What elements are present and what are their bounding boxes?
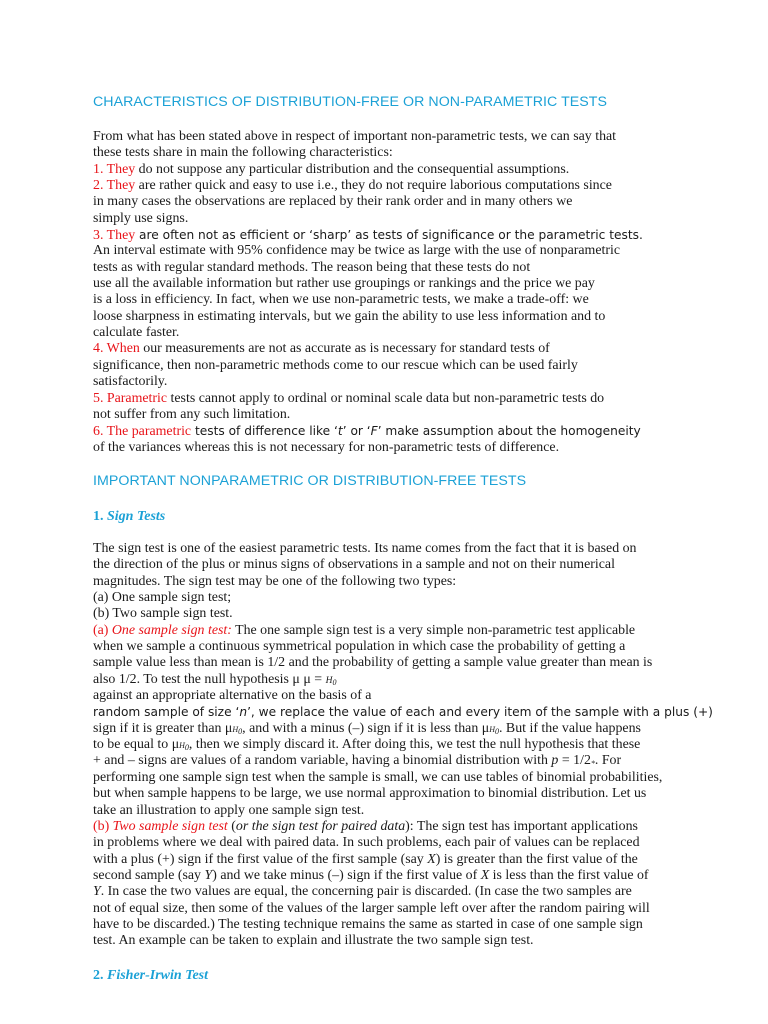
one-sample-heading-line	[93, 623, 733, 639]
section-number: 1.	[93, 509, 104, 524]
text-fragment: second sample (say	[93, 867, 205, 883]
section-title: Sign Tests	[107, 509, 166, 524]
text-fragment: ’ make assumption about the homogeneity	[377, 424, 641, 439]
binomial-line	[93, 753, 733, 769]
paragraph-line: magnitudes. The sign test may be one of the following two types:	[93, 573, 457, 589]
subscript: 0	[332, 677, 337, 687]
symbol-y: Y	[93, 884, 101, 900]
text-fragment: , and with a minus (–) sign if it is less than μ	[242, 720, 490, 736]
item-continuation: in many cases the observations are replaced by their rank order and in many others we	[93, 194, 573, 210]
text-fragment: tests of difference like ‘	[191, 424, 338, 439]
item-lead: 1. They	[93, 161, 136, 177]
symbol-x: X	[427, 851, 436, 867]
symbol-p: p	[551, 753, 559, 769]
text-fragment: to be equal to μ	[93, 737, 180, 753]
item-lead: 6. The parametric	[93, 424, 192, 440]
item-continuation: loose sharpness in estimating intervals, but we gain the ability to use less information and to	[93, 308, 606, 324]
list-item-5	[93, 391, 733, 407]
text-fragment: The sign test has important applications	[413, 818, 638, 834]
item-lead: 3. They	[93, 228, 136, 244]
section-sign-tests	[93, 509, 165, 525]
random-sample-line	[93, 704, 733, 720]
paragraph-line: take an illustration to apply one sample sign test.	[93, 802, 365, 818]
text-fragment: The one sample sign test is a very simple non-parametric test applicable	[231, 622, 636, 638]
paragraph-line	[93, 884, 733, 900]
item-continuation: tests as with regular standard methods. The reason being that these tests do not	[93, 259, 531, 275]
paragraph-line: in problems where we deal with paired data. In such problems, each pair of values can be replaced	[93, 835, 640, 851]
item-text: are often not as efficient or ‘sharp’ as tests of significance or the parametric tests.	[135, 228, 643, 243]
list-item-6	[93, 423, 733, 439]
text-fragment: ) is greater than the first value of the	[435, 851, 638, 867]
subsection-title: Two sample sign test	[112, 818, 228, 834]
paragraph-line: sample value less than mean is 1/2 and the probability of getting a sample value greater than mean is	[93, 655, 653, 671]
item-continuation: of the variances whereas this is not necessary for non-parametric tests of difference.	[93, 439, 560, 455]
item-continuation: significance, then non-parametric methods come to our rescue which can be used fairly	[93, 357, 578, 373]
item-lead: 2. They	[93, 178, 136, 194]
heading-characteristics: CHARACTERISTICS OF DISTRIBUTION-FREE OR NON-PARAMETRIC TESTS	[93, 94, 608, 110]
paragraph-line: have to be discarded.) The testing technique remains the same as started in case of one sample sign	[93, 916, 643, 932]
section-fisher-irwin	[93, 968, 208, 984]
text-fragment: random sample of size ‘	[93, 705, 240, 720]
paragraph-line: the direction of the plus or minus signs of observations in a sample and not on their numerical	[93, 557, 615, 573]
paragraph-line: (a) One sample sign test;	[93, 590, 232, 606]
symbol-h: H	[232, 724, 239, 734]
item-continuation: is a loss in efficiency. In fact, when we use non-parametric tests, we make a trade-off: we	[93, 292, 589, 308]
item-text: are rather quick and easy to use i.e., they do not require laborious computations since	[135, 178, 612, 194]
paragraph-line	[93, 852, 733, 868]
text-fragment: ’, we replace the value of each and every item of the sample with a plus (+)	[247, 705, 713, 720]
paragraph-line: test. An example can be taken to explain and illustrate the two sample sign test.	[93, 933, 534, 949]
item-text: do not suppose any particular distribution and the consequential assumptions.	[135, 161, 570, 177]
text-fragment: with a plus (+) sign if the first value of the first sample (say	[93, 851, 428, 867]
text-fragment: . But if the value happens	[498, 720, 641, 736]
subscript: 0	[184, 743, 189, 753]
paragraph-line: not of equal size, then some of the values of the larger sample left over after the random pairing will	[93, 900, 650, 916]
item-continuation: simply use signs.	[93, 210, 189, 226]
symbol-h: H	[325, 675, 333, 686]
list-item-2	[93, 178, 733, 194]
null-hypothesis-line	[93, 672, 733, 688]
item-text	[191, 424, 641, 438]
symbol-f: F	[370, 424, 378, 439]
text-fragment: sign if it is greater than μ	[93, 720, 233, 736]
symbol-h: H	[179, 741, 185, 751]
subscript: 0	[238, 726, 243, 736]
text-fragment: ’ or ‘	[342, 424, 371, 439]
intro-line: From what has been stated above in respect of important non-parametric tests, we can say that	[93, 129, 617, 144]
item-text: tests cannot apply to ordinal or nominal scale data but non-parametric tests do	[167, 390, 605, 406]
list-item-4	[93, 341, 733, 357]
section-number: 2.	[93, 968, 104, 983]
subsection-title: One sample sign test:	[111, 622, 232, 638]
item-continuation: satisfactorily.	[93, 374, 168, 390]
text-fragment: (	[227, 818, 236, 834]
text-fragment: . In case the two values are equal, the concerning pair is discarded. (In case the two samples are	[100, 884, 632, 900]
paragraph-line: The sign test is one of the easiest parametric tests. Its name comes from the fact that it is based on	[93, 541, 637, 556]
text-fragment: also 1/2. To test the null hypothesis μ μ =	[93, 671, 326, 687]
heading-important-tests: IMPORTANT NONPARAMETRIC OR DISTRIBUTION-FREE TESTS	[93, 473, 527, 489]
item-lead: 5. Parametric	[93, 390, 168, 406]
item-text: our measurements are not as accurate as is necessary for standard tests of	[139, 341, 550, 357]
item-continuation: An interval estimate with 95% confidence may be twice as large with the use of nonparametric	[93, 243, 621, 259]
subscript: 0	[494, 726, 499, 736]
characteristics-body	[93, 129, 733, 456]
greater-than-line	[93, 721, 733, 737]
symbol-y: Y	[204, 867, 213, 883]
text-fragment: . For	[594, 753, 622, 769]
symbol-x: X	[480, 867, 490, 883]
paragraph-line: performing one sample sign test when the sample is small, we can use tables of binomial probabilities,	[93, 769, 663, 785]
symbol-n: n	[239, 705, 248, 720]
item-continuation: not suffer from any such limitation.	[93, 406, 291, 422]
text-fragment: = 1/2	[558, 753, 591, 769]
equal-line	[93, 737, 733, 753]
text-fragment: ) and we take minus (–) sign if the first value of	[212, 867, 481, 883]
paragraph-line: (b) Two sample sign test.	[93, 606, 233, 622]
paragraph-line: but when sample happens to be large, we use normal approximation to binomial distribution. Let us	[93, 786, 647, 802]
text-fragment: , then we simply discard it. After doing this, we test the null hypothesis that these	[188, 737, 641, 753]
text-fragment: is less than the first value of	[489, 867, 649, 883]
paragraph-line: when we sample a continuous symmetrical population in which case the probability of getting a	[93, 639, 626, 655]
text-fragment: ):	[405, 818, 414, 834]
superscript: *	[590, 759, 595, 769]
text-fragment: + and – signs are values of a random variable, having a binomial distribution with	[93, 753, 552, 769]
item-continuation: use all the available information but rather use groupings or rankings and the price we pay	[93, 276, 595, 292]
list-item-1	[93, 162, 733, 178]
symbol-t: t	[337, 424, 343, 439]
paragraph-line	[93, 868, 733, 884]
subsection-label: (a)	[93, 622, 112, 638]
sign-tests-body	[93, 541, 733, 950]
intro-line: these tests share in main the following characteristics:	[93, 145, 393, 161]
subsection-label: (b)	[93, 818, 113, 834]
paragraph-line: against an appropriate alternative on the basis of a	[93, 688, 372, 704]
subsection-aside: or the sign test for paired data	[235, 818, 406, 834]
section-title: Fisher-Irwin Test	[107, 968, 209, 983]
list-item-3	[93, 227, 733, 243]
item-lead: 4. When	[93, 341, 140, 357]
symbol-h: H	[489, 724, 495, 734]
two-sample-heading-line	[93, 819, 733, 835]
item-continuation: calculate faster.	[93, 325, 180, 341]
